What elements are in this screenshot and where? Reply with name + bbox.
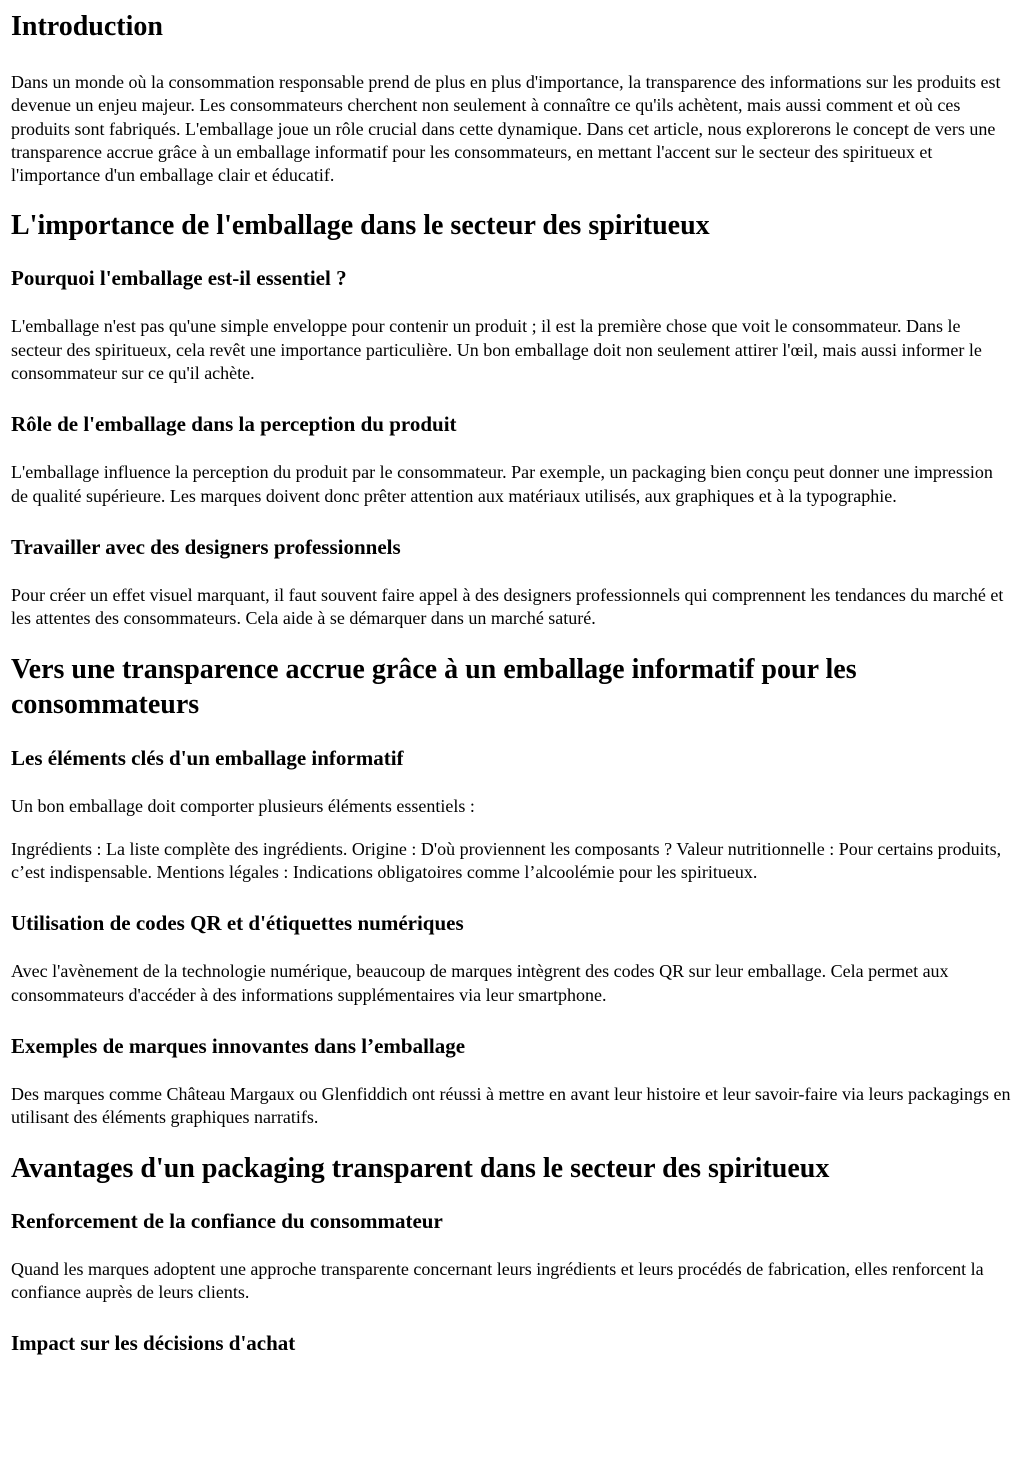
subsection-heading-confiance: Renforcement de la confiance du consommateur — [11, 1208, 443, 1233]
subsection-heading-pourquoi: Pourquoi l'emballage est-il essentiel ? — [11, 266, 347, 291]
intro-paragraph: Dans un monde où la consommation responsable prend de plus en plus d'importance, la transparence des informations sur les produits est devenue un enjeu majeur. Les consommateurs cherchent non seulement à connaître ce qu'ils achètent, mais aussi comment et où ces produits sont fabriqués. L'emballage joue un rôle crucial dans cette dynamique. Dans cet article, nous explorerons le concept de vers une transparence accrue grâce à un emballage informatif pour les consommateurs, en mettant l'accent sur le secteur des spiritueux et l'importance d'un emballage clair et éducatif. — [11, 72, 1001, 186]
section-heading-importance: L'importance de l'emballage dans le secteur des spiritueux — [11, 210, 710, 242]
paragraph-qr: Avec l'avènement de la technologie numérique, beaucoup de marques intègrent des codes QR sur leur emballage. Cela permet aux consommateurs d'accéder à des informations supplémentaires via leur smartphone. — [11, 961, 949, 1005]
paragraph-designers: Pour créer un effet visuel marquant, il faut souvent faire appel à des designers professionnels qui comprennent les tendances du marché et les attentes des consommateurs. Cela aide à se démarquer dans un marché saturé. — [11, 584, 1004, 629]
section-heading-introduction: Introduction — [11, 11, 163, 42]
article — [0, 9, 1024, 1355]
paragraph-elements-cles-list: Ingrédients : La liste complète des ingrédients. Origine : D'où proviennent les composants ? Valeur nutritionnelle : Pour certains produits, c’est indispensable. Mentions légales : Indications obligatoires comme l’alcoolémie pour les spiritueux. — [11, 838, 1002, 883]
subsection-heading-qr: Utilisation de codes QR et d'étiquettes numériques — [11, 911, 464, 936]
subsection-heading-impact: Impact sur les décisions d'achat — [11, 1331, 296, 1356]
section-heading-avantages: Avantages d'un packaging transparent dans le secteur des spiritueux — [11, 1152, 830, 1184]
paragraph-exemples: Des marques comme Château Margaux ou Glenfiddich ont réussi à mettre en avant leur histoire et leur savoir-faire via leurs packagings en utilisant des éléments graphiques narratifs. — [11, 1084, 1011, 1128]
paragraph-role: L'emballage influence la perception du produit par le consommateur. Par exemple, un packaging bien conçu peut donner une impression de qualité supérieure. Les marques doivent donc prêter attention aux matériaux utilisés, aux graphiques et à la typographie. — [11, 462, 993, 506]
paragraph-pourquoi: L'emballage n'est pas qu'une simple enveloppe pour contenir un produit ; il est la première chose que voit le consommateur. Dans le secteur des spiritueux, cela revêt une importance particulière. Un bon emballage doit non seulement attirer l'œil, mais aussi informer le consommateur sur ce qu'il achète. — [11, 316, 982, 384]
subsection-heading-exemples: Exemples de marques innovantes dans l’emballage — [11, 1034, 466, 1059]
section-heading-transparence: Vers une transparence accrue grâce à un emballage informatif pour les consommateurs — [11, 653, 857, 720]
subsection-heading-elements-cles: Les éléments clés d'un emballage informatif — [11, 745, 404, 770]
subsection-heading-designers: Travailler avec des designers professionnels — [11, 534, 401, 559]
subsection-heading-role: Rôle de l'emballage dans la perception du produit — [11, 412, 457, 437]
paragraph-confiance: Quand les marques adoptent une approche transparente concernant leurs ingrédients et leurs procédés de fabrication, elles renforcent la confiance auprès de leurs clients. — [11, 1258, 984, 1302]
paragraph-elements-cles-intro: Un bon emballage doit comporter plusieurs éléments essentiels : — [11, 795, 475, 816]
